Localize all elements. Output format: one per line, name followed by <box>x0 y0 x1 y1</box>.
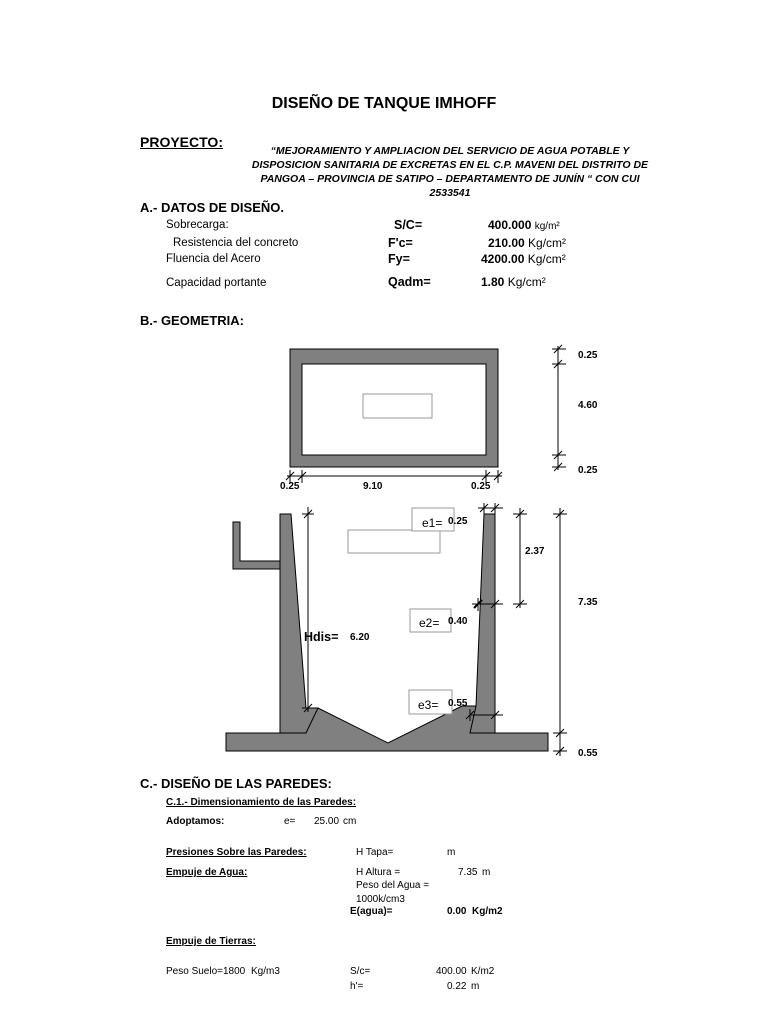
acero-symbol: Fy= <box>388 252 410 266</box>
dimensionamiento-subheading: C.1.- Dimensionamiento de las Paredes: <box>166 797 357 808</box>
e-value: 25.00 <box>314 816 340 827</box>
section-base <box>226 706 548 751</box>
portante-symbol: Qadm= <box>388 275 431 289</box>
section-right-wall <box>470 514 495 733</box>
peso-agua-label: Peso del Agua = <box>356 880 430 891</box>
empuje-agua-label: Empuje de Agua: <box>166 867 248 878</box>
plan-dim-center: 9.10 <box>363 481 383 492</box>
portante-label: Capacidad portante <box>166 277 267 289</box>
sobrecarga-label: Sobrecarga: <box>166 219 229 231</box>
plan-dim-middle: 4.60 <box>578 400 598 411</box>
concreto-label: Resistencia del concreto <box>173 237 299 249</box>
section-left-wall <box>280 514 318 733</box>
plan-view <box>290 349 498 467</box>
concreto-value: 210.00 Kg/cm² <box>488 236 567 250</box>
section-inner-box <box>348 530 440 553</box>
eagua-label: E(agua)= <box>350 906 393 917</box>
e3-value: 0.55 <box>448 698 468 709</box>
datos-heading: A.- DATOS DE DISEÑO. <box>140 200 284 215</box>
section-left-channel <box>233 522 280 569</box>
e1-label: e1= <box>422 516 443 530</box>
e2-label: e2= <box>419 616 440 630</box>
h-tapa-unit: m <box>447 847 456 858</box>
peso-suelo-unit: Kg/m3 <box>251 966 280 977</box>
plan-right-dimension <box>552 345 566 471</box>
proyecto-line: DISPOSICION SANITARIA DE EXCRETAS EN EL C.P. MAVENI DEL DISTRITO DE <box>251 159 649 171</box>
h-altura-unit: m <box>482 867 491 878</box>
adoptamos-label: Adoptamos: <box>166 816 225 827</box>
sobrecarga-symbol: S/C= <box>394 218 423 232</box>
h-altura-value: 7.35 <box>458 867 478 878</box>
proyecto-label: PROYECTO: <box>140 134 223 150</box>
e2-value: 0.40 <box>448 616 468 627</box>
h-altura-label: H Altura = <box>356 867 401 878</box>
empuje-tierras-label: Empuje de Tierras: <box>166 936 256 947</box>
plan-dim-left: 0.25 <box>280 481 300 492</box>
portante-value: 1.80 Kg/cm² <box>481 275 546 289</box>
e3-label: e3= <box>418 698 439 712</box>
concreto-symbol: F'c= <box>388 236 413 250</box>
e-unit: cm <box>343 816 357 827</box>
page-title: DISEÑO DE TANQUE IMHOFF <box>271 95 497 112</box>
acero-label: Fluencia del Acero <box>166 253 261 265</box>
proyecto-line: “MEJORAMIENTO Y AMPLIACION DEL SERVICIO DE AGUA POTABLE Y <box>270 145 630 157</box>
sc-unit: K/m2 <box>471 966 495 977</box>
plan-dim-right: 0.25 <box>471 481 491 492</box>
h-prime-value: 0.22 <box>447 981 467 992</box>
hdis-label: Hdis= <box>304 630 339 644</box>
plan-dim-bottom: 0.25 <box>578 465 598 476</box>
dim-055-label: 0.55 <box>578 748 598 759</box>
h-prime-label: h'= <box>350 981 364 992</box>
proyecto-line: PANGOA – PROVINCIA DE SATIPO – DEPARTAMENTO DE JUNÍN “ CON CUI <box>260 173 640 185</box>
sc-value: 400.00 <box>436 966 467 977</box>
plan-dim-top: 0.25 <box>578 350 598 361</box>
acero-value: 4200.00 Kg/cm² <box>481 252 566 266</box>
peso-suelo-label: Peso Suelo=1800 <box>166 966 246 977</box>
paredes-heading: C.- DISEÑO DE LAS PAREDES: <box>140 776 332 791</box>
h-tapa-label: H Tapa= <box>356 847 394 858</box>
proyecto-line: 2533541 <box>429 187 471 199</box>
dim-237-label: 2.37 <box>525 546 545 557</box>
h-prime-unit: m <box>471 981 480 992</box>
e-label: e= <box>284 816 296 827</box>
eagua-value: 0.00 <box>447 906 467 917</box>
dim-735-label: 7.35 <box>578 597 598 608</box>
plan-inner-space <box>302 364 486 455</box>
dim-735 <box>553 508 567 756</box>
sobrecarga-value: 400.000 kg/m² <box>488 218 560 232</box>
geometria-heading: B.- GEOMETRIA: <box>140 313 244 328</box>
hdis-value: 6.20 <box>350 632 370 643</box>
eagua-unit: Kg/m2 <box>472 906 503 917</box>
dim-237 <box>513 508 527 608</box>
presiones-label: Presiones Sobre las Paredes: <box>166 847 307 858</box>
sc-label: S/c= <box>350 966 371 977</box>
plan-bottom-dimension <box>286 470 502 483</box>
e1-value: 0.25 <box>448 516 468 527</box>
peso-agua-value: 1000k/cm3 <box>356 894 405 905</box>
